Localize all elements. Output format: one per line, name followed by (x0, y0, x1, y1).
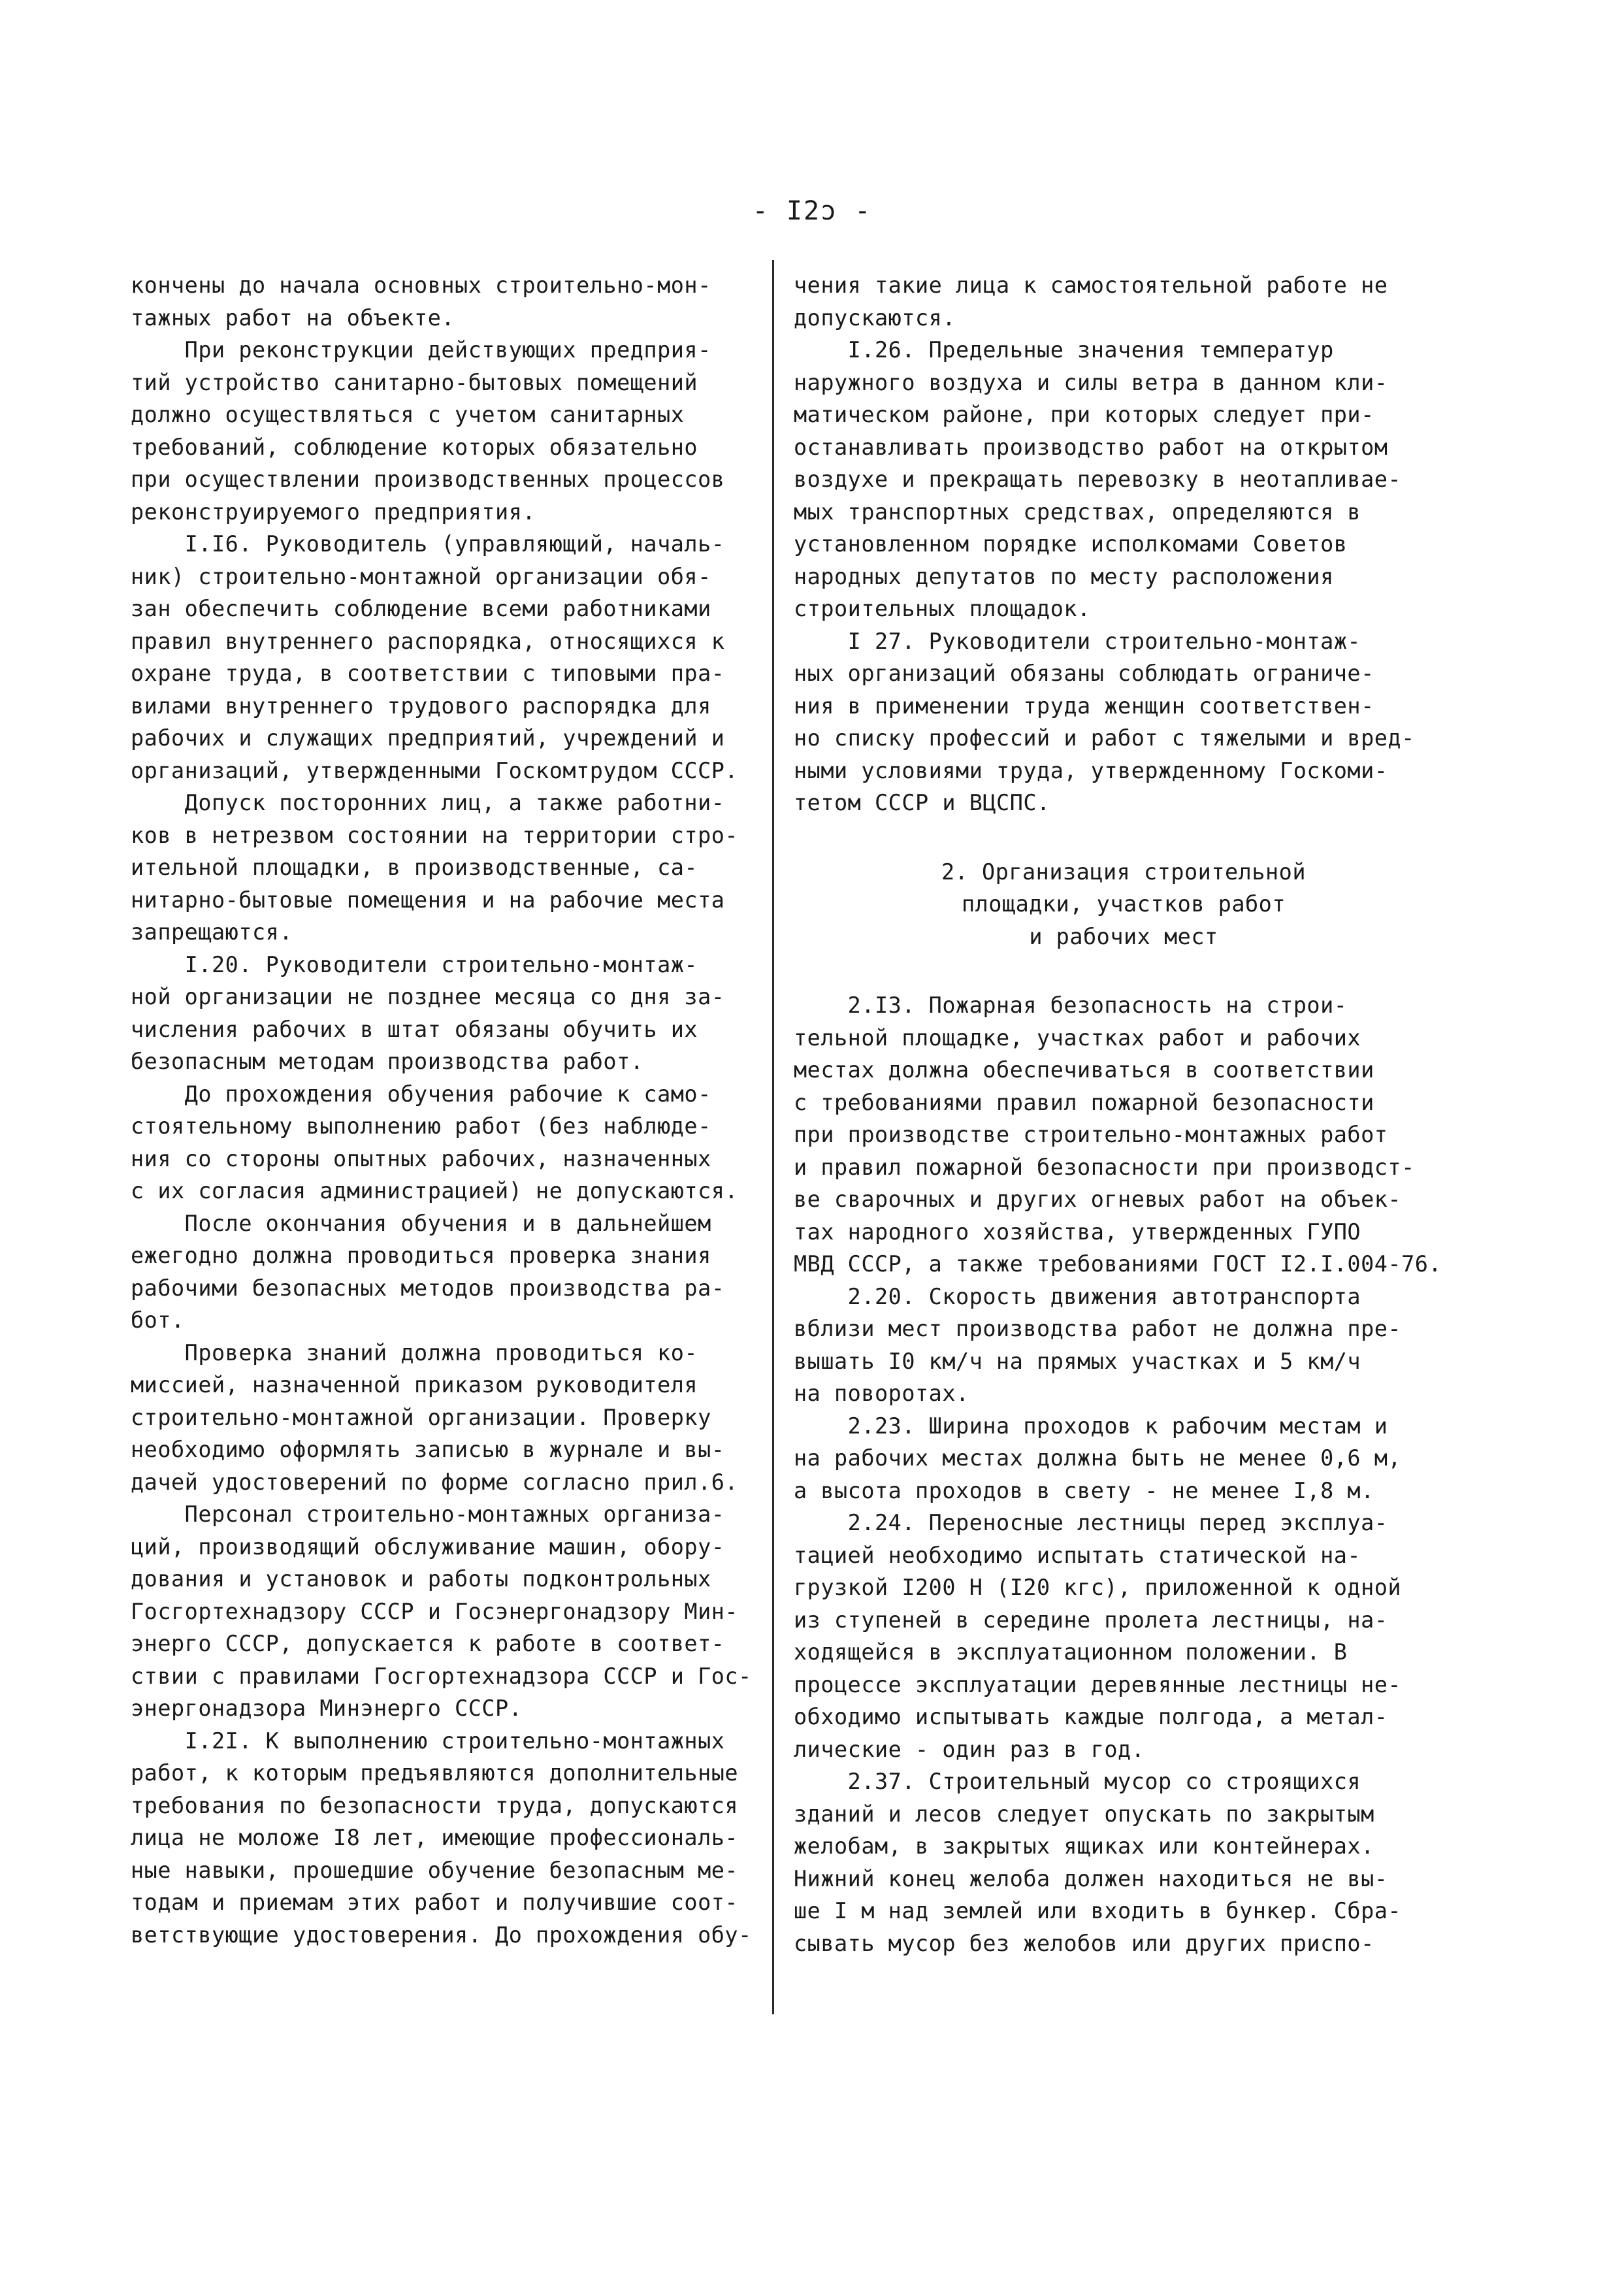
text-line: организаций, утвержденными Госкомтрудом СССР. (131, 757, 739, 783)
text-line: реконструируемого предприятия. (131, 499, 536, 525)
text-line: ными условиями труда, утвержденному Госкоми- (794, 757, 1388, 783)
text-line: останавливать производство работ на открытом (794, 434, 1388, 460)
text-line: миссией, назначенной приказом руководителя (131, 1372, 698, 1398)
page-number: - I2ɔ - (752, 196, 872, 226)
text-line: допускаются. (794, 304, 956, 331)
text-line: на рабочих местах должна быть не менее 0,6 м, (794, 1445, 1402, 1471)
text-line: строительно-монтажной организации. Проверку (131, 1404, 711, 1430)
text-line: ше I м над землей или входить в бункер. Сбра- (794, 1898, 1402, 1924)
text-line: I.26. Предельные значения температур (794, 337, 1334, 363)
text-line: I.I6. Руководитель (управляющий, началь- (131, 531, 725, 557)
text-line: I 27. Руководители строительно-монтаж- (794, 628, 1361, 654)
text-line: тельной площадке, участках работ и рабочих (794, 1024, 1361, 1051)
text-line: с требованиями правил пожарной безопасности (794, 1089, 1374, 1115)
text-line: запрещаются. (131, 919, 293, 945)
text-line: чения такие лица к самостоятельной работе не (794, 272, 1388, 298)
text-line: при производстве строительно-монтажных работ (794, 1122, 1388, 1147)
text-line: МВД СССР, а также требованиями ГОСТ I2.I.004-76. (794, 1251, 1442, 1277)
text-line: требования по безопасности труда, допускаются (131, 1792, 739, 1818)
text-line: строительных площадок. (794, 596, 1091, 621)
text-line: 2.37. Строительный мусор со строящихся (794, 1769, 1361, 1794)
text-line: До прохождения обучения рабочие к само- (131, 1081, 711, 1107)
text-line: тацией необходимо испытать статической на- (794, 1542, 1361, 1568)
text-line: ходящейся в эксплуатационном положении. В (794, 1639, 1348, 1665)
text-line: народных депутатов по месту расположения (794, 563, 1334, 589)
text-line: установленном порядке исполкомами Советов (794, 531, 1348, 557)
section-heading (794, 856, 1453, 953)
text-line: бот. (131, 1307, 185, 1333)
text-line: ков в нетрезвом состоянии на территории стро- (131, 822, 739, 848)
text-line: Нижний конец желоба должен находиться не вы- (794, 1865, 1388, 1891)
text-line: охране труда, в соответствии с типовыми пра- (131, 661, 725, 686)
text-line: ния со стороны опытных рабочих, назначенных (131, 1145, 711, 1171)
text-line: 2.I3. Пожарная безопасность на строи- (794, 992, 1348, 1018)
text-line: желобам, в закрытых ящиках или контейнерах. (794, 1833, 1374, 1859)
right-column-top-text (794, 269, 1453, 819)
heading-line: площадки, участков работ (961, 891, 1286, 917)
text-line: на поворотах. (794, 1381, 969, 1406)
text-line: требований, соблюдение которых обязательно (131, 434, 698, 460)
text-line: необходимо оформлять записью в журнале и вы- (131, 1437, 725, 1462)
text-line: из ступеней в середине пролета лестницы, на- (794, 1607, 1388, 1633)
text-line: должно осуществляться с учетом санитарных (131, 402, 685, 427)
text-line: лические - один раз в год. (794, 1736, 1145, 1762)
text-line: и правил пожарной безопасности при производст- (794, 1154, 1415, 1180)
text-line: дачей удостоверений по форме согласно прил.6. (131, 1469, 739, 1495)
text-line: обходимо испытывать каждые полгода, а метал- (794, 1704, 1388, 1729)
text-line: при осуществлении производственных процессов (131, 467, 725, 492)
text-line: дования и установок и работы подконтрольных (131, 1566, 711, 1592)
text-line: I.20. Руководители строительно-монтаж- (131, 951, 698, 977)
left-column (131, 269, 771, 1951)
right-column-bottom-text (794, 989, 1453, 1959)
text-line: ительной площадки, в производственные, са- (131, 855, 698, 880)
text-line: нитарно-бытовые помещения и на рабочие места (131, 887, 725, 913)
text-line: I.2I. К выполнению строительно-монтажных (131, 1727, 725, 1754)
text-line: наружного воздуха и силы ветра в данном кли- (794, 369, 1388, 395)
text-line: вышать I0 км/ч на прямых участках и 5 км/ч (794, 1348, 1361, 1374)
heading-line: 2. Организация строительной (941, 859, 1307, 885)
text-line: тажных работ на объекте. (131, 304, 455, 331)
text-line: но списку профессий и работ с тяжелыми и вред- (794, 725, 1415, 751)
text-line: 2.24. Переносные лестницы перед эксплуа- (794, 1510, 1388, 1535)
text-line: тах народного хозяйства, утвержденных ГУПО (794, 1219, 1361, 1245)
text-line: местах должна обеспечиваться в соответствии (794, 1057, 1374, 1083)
text-line: энерго СССР, допускается к работе в соответ- (131, 1631, 725, 1656)
text-line: ния в применении труда женщин соответствен- (794, 693, 1374, 719)
text-line: тетом СССР и ВЦСПС. (794, 790, 1050, 815)
text-line: процессе эксплуатации деревянные лестницы не- (794, 1671, 1402, 1697)
text-line: сывать мусор без желобов или других приспо- (794, 1930, 1374, 1956)
text-line: зданий и лесов следует опускать по закрытым (794, 1801, 1374, 1827)
text-line: Проверка знаний должна проводиться ко- (131, 1339, 698, 1366)
text-line: Персонал строительно-монтажных организа- (131, 1501, 725, 1527)
text-line: зан обеспечить соблюдение всеми работниками (131, 596, 711, 621)
text-line: 2.20. Скорость движения автотранспорта (794, 1283, 1361, 1309)
text-line: воздухе и прекращать перевозку в неотапливае- (794, 467, 1402, 492)
text-line: ной организации не позднее месяца со дня за- (131, 984, 725, 1009)
text-line: Допуск посторонних лиц, а также работни- (131, 790, 725, 815)
text-line: энергонадзора Минэнерго СССР. (131, 1695, 523, 1721)
text-line: числения рабочих в штат обязаны обучить их (131, 1016, 698, 1042)
text-line: ник) строительно-монтажной организации обя- (131, 563, 711, 589)
text-line: При реконструкции действующих предприя- (131, 337, 711, 363)
text-line: ве сварочных и других огневых работ на объек- (794, 1187, 1402, 1212)
text-line: безопасным методам производства работ. (131, 1049, 644, 1074)
right-column (794, 269, 1453, 1959)
text-line: вблизи мест производства работ не должна пре- (794, 1316, 1402, 1341)
text-line: вилами внутреннего трудового распорядка для (131, 693, 711, 719)
text-line: ций, производящий обслуживание машин, обору- (131, 1533, 725, 1560)
text-line: ных организаций обязаны соблюдать ограниче- (794, 661, 1374, 686)
text-line: рабочими безопасных методов производства ра- (131, 1275, 725, 1301)
text-line: ные навыки, прошедшие обучение безопасным ме- (131, 1857, 739, 1883)
column-divider (772, 260, 774, 2014)
text-line: тодам и приемам этих работ и получившие соот- (131, 1890, 739, 1915)
text-line: а высота проходов в свету - не менее I,8 м. (794, 1477, 1374, 1503)
heading-line: и рабочих мест (1029, 923, 1218, 949)
text-line: ствии с правилами Госгортехнадзора СССР и Гос- (131, 1663, 752, 1689)
text-line: лица не моложе I8 лет, имеющие профессиональ- (131, 1825, 739, 1850)
text-line: правил внутреннего распорядка, относящихся к (131, 628, 725, 654)
text-line: матическом районе, при которых следует при- (794, 402, 1374, 427)
text-line: работ, к которым предъявляются дополнительные (131, 1760, 739, 1786)
text-line: грузкой I200 Н (I20 кгс), приложенной к одной (794, 1575, 1402, 1600)
text-line: стоятельному выполнению работ (без наблюде- (131, 1113, 711, 1139)
text-line: кончены до начала основных строительно-мон- (131, 272, 711, 298)
text-line: Госгортехнадзору СССР и Госэнергонадзору Мин- (131, 1598, 739, 1624)
text-line: с их согласия администрацией) не допускаются. (131, 1178, 739, 1203)
text-line: рабочих и служащих предприятий, учреждений и (131, 725, 725, 751)
text-line: мых транспортных средствах, определяются в (794, 499, 1361, 525)
text-line: 2.23. Ширина проходов к рабочим местам и (794, 1413, 1388, 1439)
text-line: тий устройство санитарно-бытовых помещений (131, 369, 698, 395)
text-line: После окончания обучения и в дальнейшем (131, 1210, 711, 1236)
text-line: ветствующие удостоверения. До прохождения обу- (131, 1922, 752, 1948)
text-line: ежегодно должна проводиться проверка знания (131, 1243, 711, 1268)
